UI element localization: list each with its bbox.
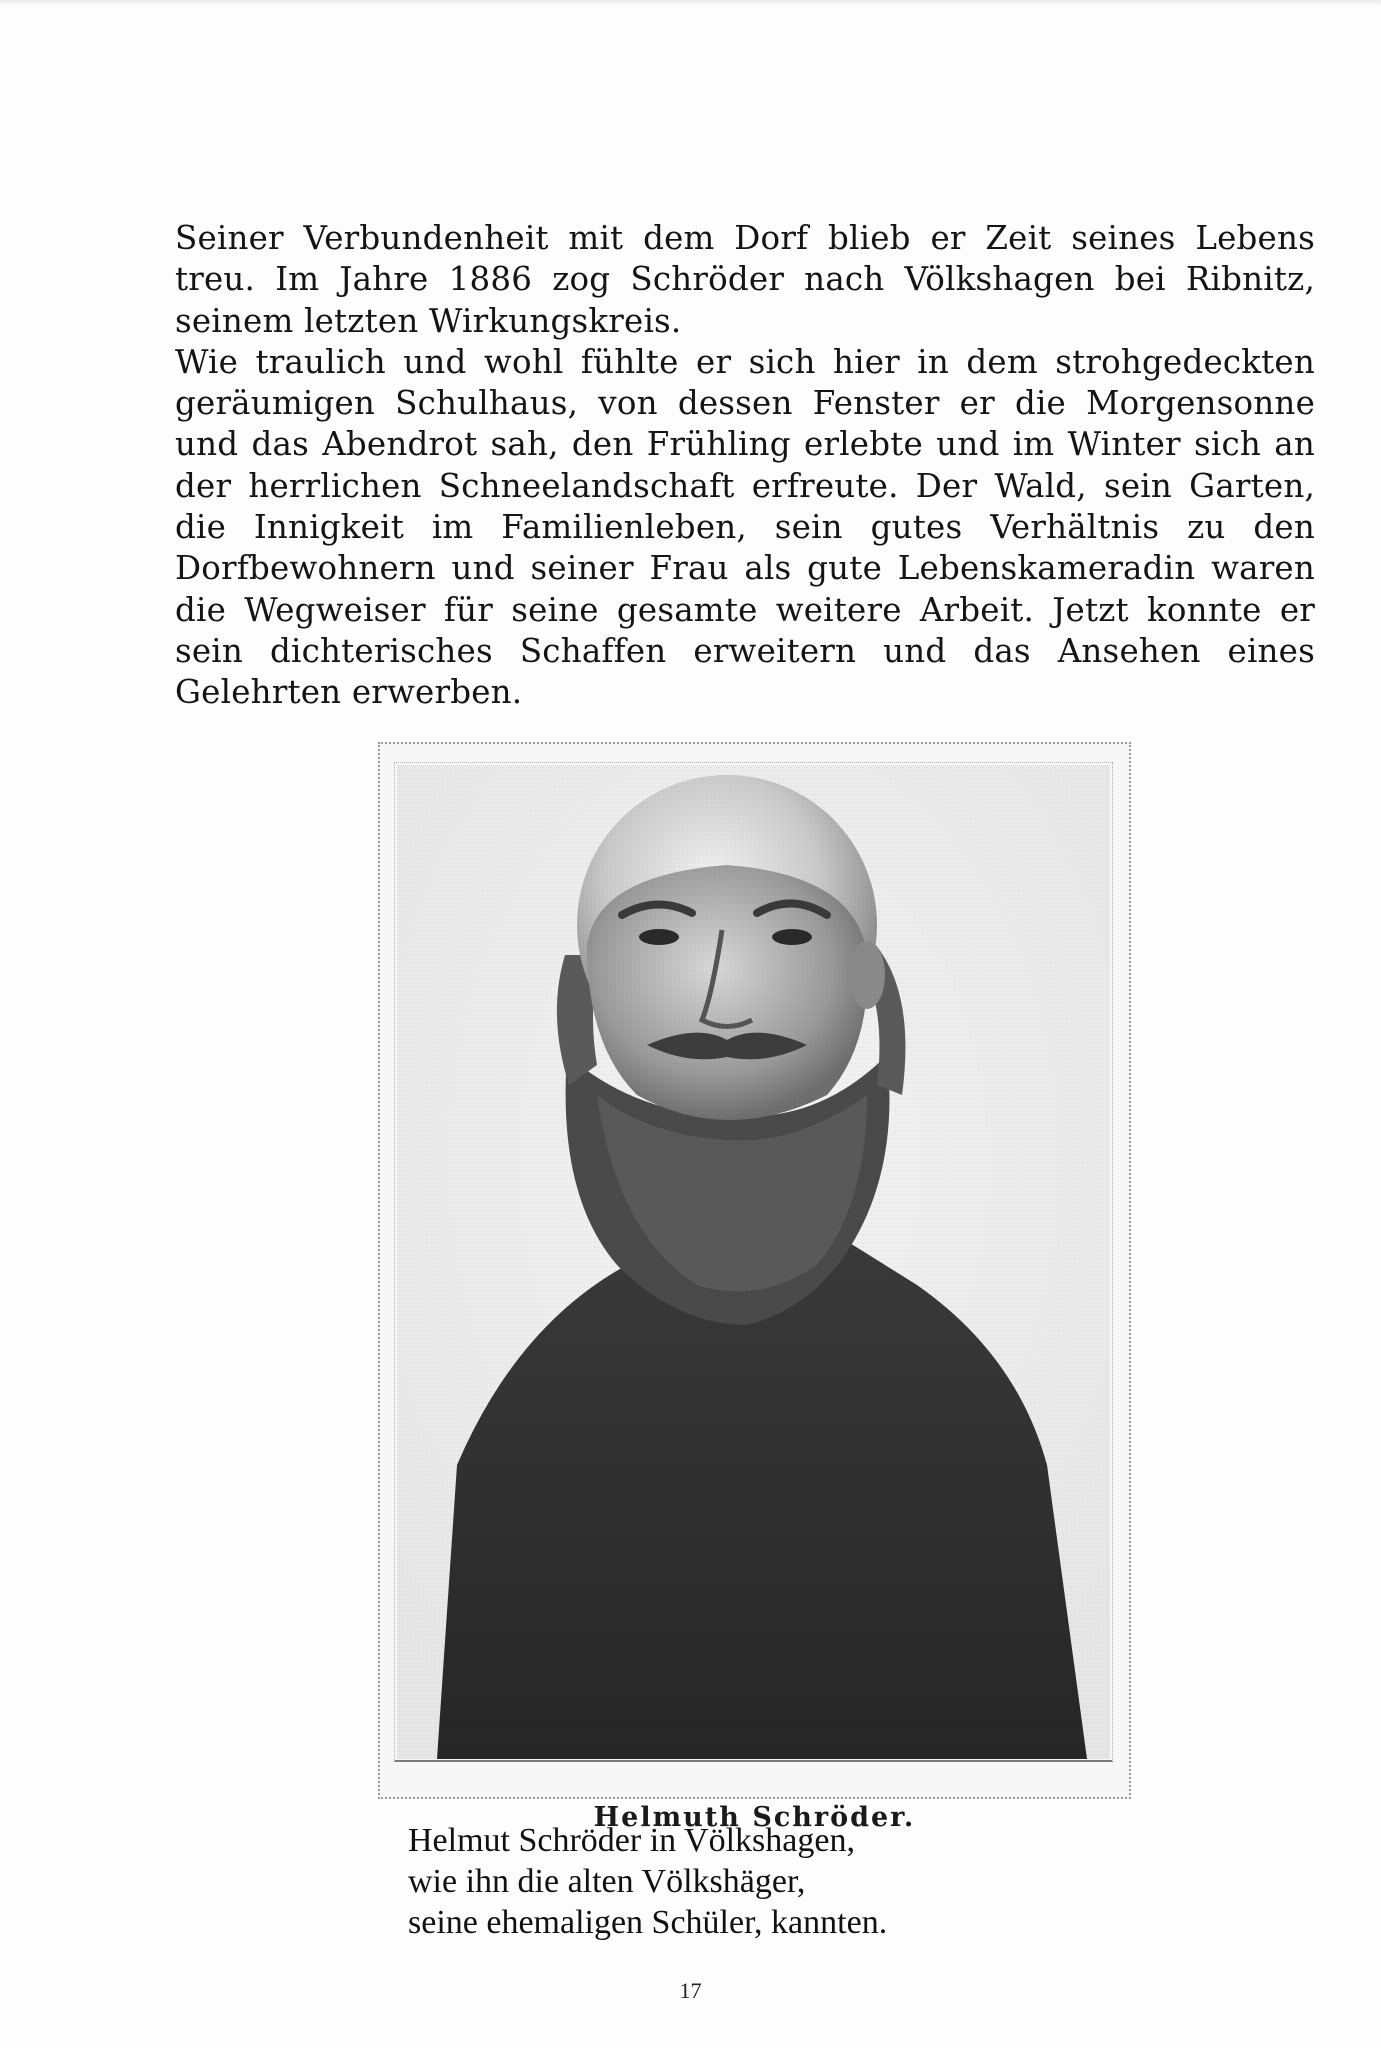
photo-inner-border — [394, 762, 1113, 1762]
text-line: sein dichterisches Schaffen erweitern und das Ansehen eines — [175, 631, 1315, 670]
text-line: seinem letzten Wirkungskreis. — [175, 301, 682, 340]
portrait-label: Helmuth Schröder. — [593, 1802, 916, 1833]
paragraph-2 — [175, 342, 1315, 714]
text-line: die Innigkeit im Familienleben, sein gutes Verhältnis zu den — [175, 508, 1315, 547]
caption-line: wie ihn die alten Völkshäger, — [408, 1863, 806, 1900]
paragraph-1 — [175, 218, 1315, 342]
text-line: der herrlichen Schneelandschaft erfreute. Der Wald, sein Garten, — [175, 466, 1315, 505]
caption-line: Helmut Schröder in Völkshagen, — [408, 1822, 855, 1859]
portrait-photo — [397, 765, 1110, 1759]
text-line: treu. Im Jahre 1886 zog Schröder nach Völkshagen bei Ribnitz, — [175, 260, 1315, 299]
page-number: 17 — [679, 1978, 702, 2003]
text-line: und das Abendrot sah, den Frühling erlebte und im Winter sich an — [175, 425, 1315, 464]
text-line: Wie traulich und wohl fühlte er sich hier in dem strohgedeckten — [175, 342, 1315, 381]
photo-caption — [408, 1820, 1108, 1943]
photo-frame — [378, 742, 1131, 1833]
text-line: Dorfbewohnern und seiner Frau als gute Lebenskameradin waren — [175, 549, 1315, 588]
page-edge — [0, 0, 1381, 6]
text-line: geräumigen Schulhaus, von dessen Fenster er die Morgensonne — [175, 384, 1315, 423]
caption-line: seine ehemaligen Schüler, kannten. — [408, 1904, 888, 1941]
text-line: Seiner Verbundenheit mit dem Dorf blieb er Zeit seines Lebens — [175, 219, 1315, 257]
text-line: die Wegweiser für seine gesamte weitere Arbeit. Jetzt konnte er — [175, 590, 1315, 629]
body-text — [175, 218, 1315, 714]
text-line: Gelehrten erwerben. — [175, 673, 523, 712]
